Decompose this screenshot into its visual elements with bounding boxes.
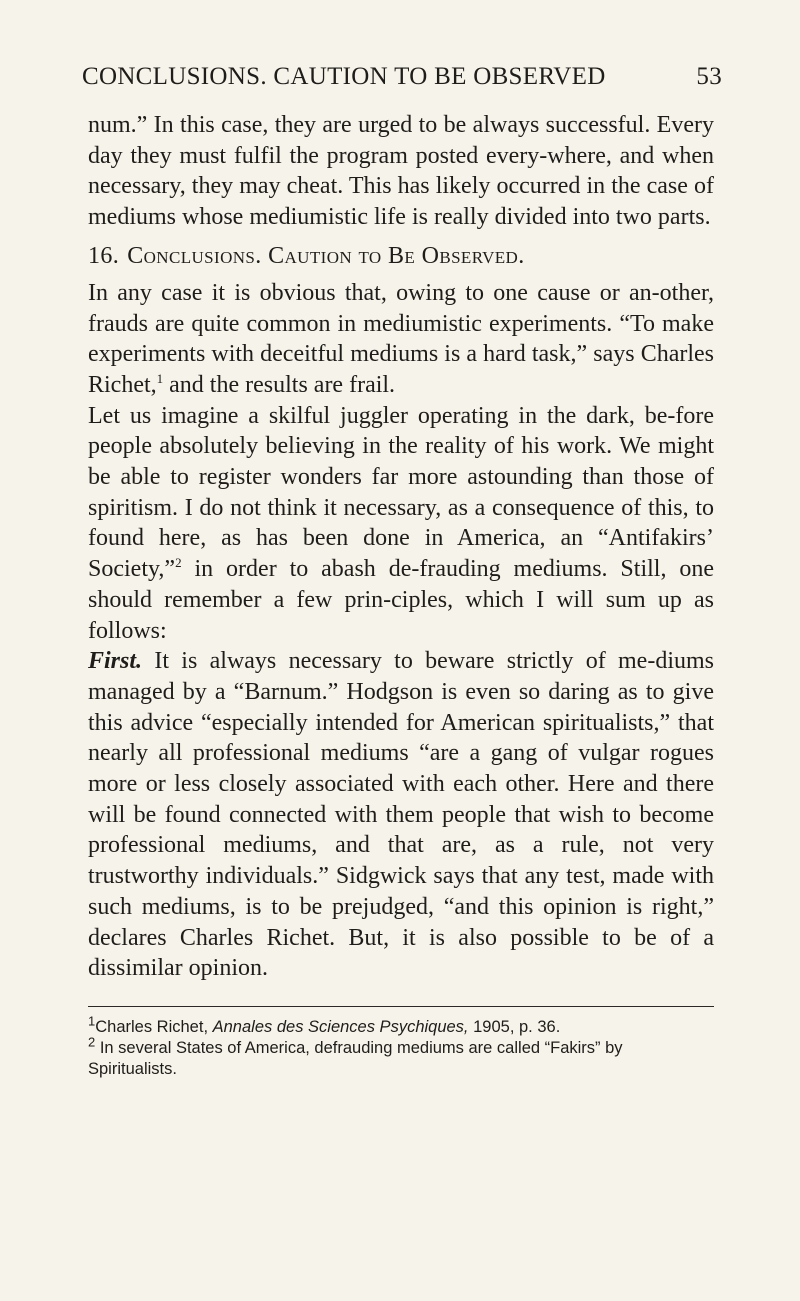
paragraph-juggler-end: in order to abash de-frauding mediums. Still, one should remember a few prin-ciples, which I will sum up as follows: xyxy=(88,556,714,644)
footnote-2-marker: 2 xyxy=(88,1034,96,1050)
section-heading xyxy=(88,241,714,271)
running-head xyxy=(82,62,722,96)
section-number: 16. xyxy=(88,242,120,269)
footnote-2-text: In several States of America, defrauding mediums are called “Fakirs” by Spiritualists. xyxy=(88,1038,623,1078)
paragraph-first-principle xyxy=(88,646,714,984)
footnote-1-title: Annales des Sciences Psychiques, xyxy=(212,1017,469,1036)
paragraph-juggler xyxy=(88,401,714,647)
footnote-1-marker: 1 xyxy=(88,1013,96,1029)
footnote-1-after: 1905, p. 36. xyxy=(468,1017,561,1036)
footnote-ref-1: 1 xyxy=(156,370,164,386)
first-label: First. xyxy=(88,648,143,675)
paragraph-first-principle-text: It is always necessary to beware strictly of me-diums managed by a “Barnum.” Hodgson is even so daring as to give this advice “especially intended for American spiritualists,” that nearly all professional mediums “are a gang of vulgar rogues more or less closely associated with each other. Here and there will be found connected with them people that wish to become professional mediums, and that are, as a rule, not very trustworthy individuals.” Sidgwick says that any test, made with such mediums, is to be prejudged, “and this opinion is right,” declares Charles Richet. But, it is also possible to be of a dissimilar opinion. xyxy=(88,648,714,982)
paragraph-frauds-end: and the results are frail. xyxy=(163,371,396,398)
footnote-ref-2: 2 xyxy=(175,555,182,571)
footnote-1 xyxy=(88,1013,714,1038)
body-text xyxy=(88,110,714,984)
paragraph-frauds xyxy=(88,278,714,401)
footnote-divider xyxy=(88,1006,714,1007)
footnote-2 xyxy=(88,1034,714,1080)
section-title: Conclusions. Caution to Be Observed. xyxy=(127,242,525,269)
book-page xyxy=(82,62,722,1080)
paragraph-frauds-text: In any case it is obvious that, owing to one cause or an-other, frauds are quite common in mediumistic experiments. “To make experiments with deceitful mediums is a hard task,” says Charles Richet, xyxy=(88,279,714,398)
running-head-title: CONCLUSIONS. CAUTION TO BE OBSERVED xyxy=(82,63,606,90)
footnote-1-before: Charles Richet, xyxy=(95,1017,213,1036)
paragraph-juggler-text: Let us imagine a skilful juggler operating in the dark, be-fore people absolutely believing in the reality of his work. We might be able to register wonders far more astounding than those of spiritism. I do not think it necessary, as a consequence of this, to found here, as has been done in America, an “Antifakirs’ Society,” xyxy=(88,402,714,583)
paragraph-continued: num.” In this case, they are urged to be always successful. Every day they must fulfil the program posted every-where, and when necessary, they may cheat. This has likely occurred in the case of mediums whose mediumistic life is really divided into two parts. xyxy=(88,112,714,231)
page-number: 53 xyxy=(696,63,722,90)
footnotes xyxy=(88,1013,714,1080)
